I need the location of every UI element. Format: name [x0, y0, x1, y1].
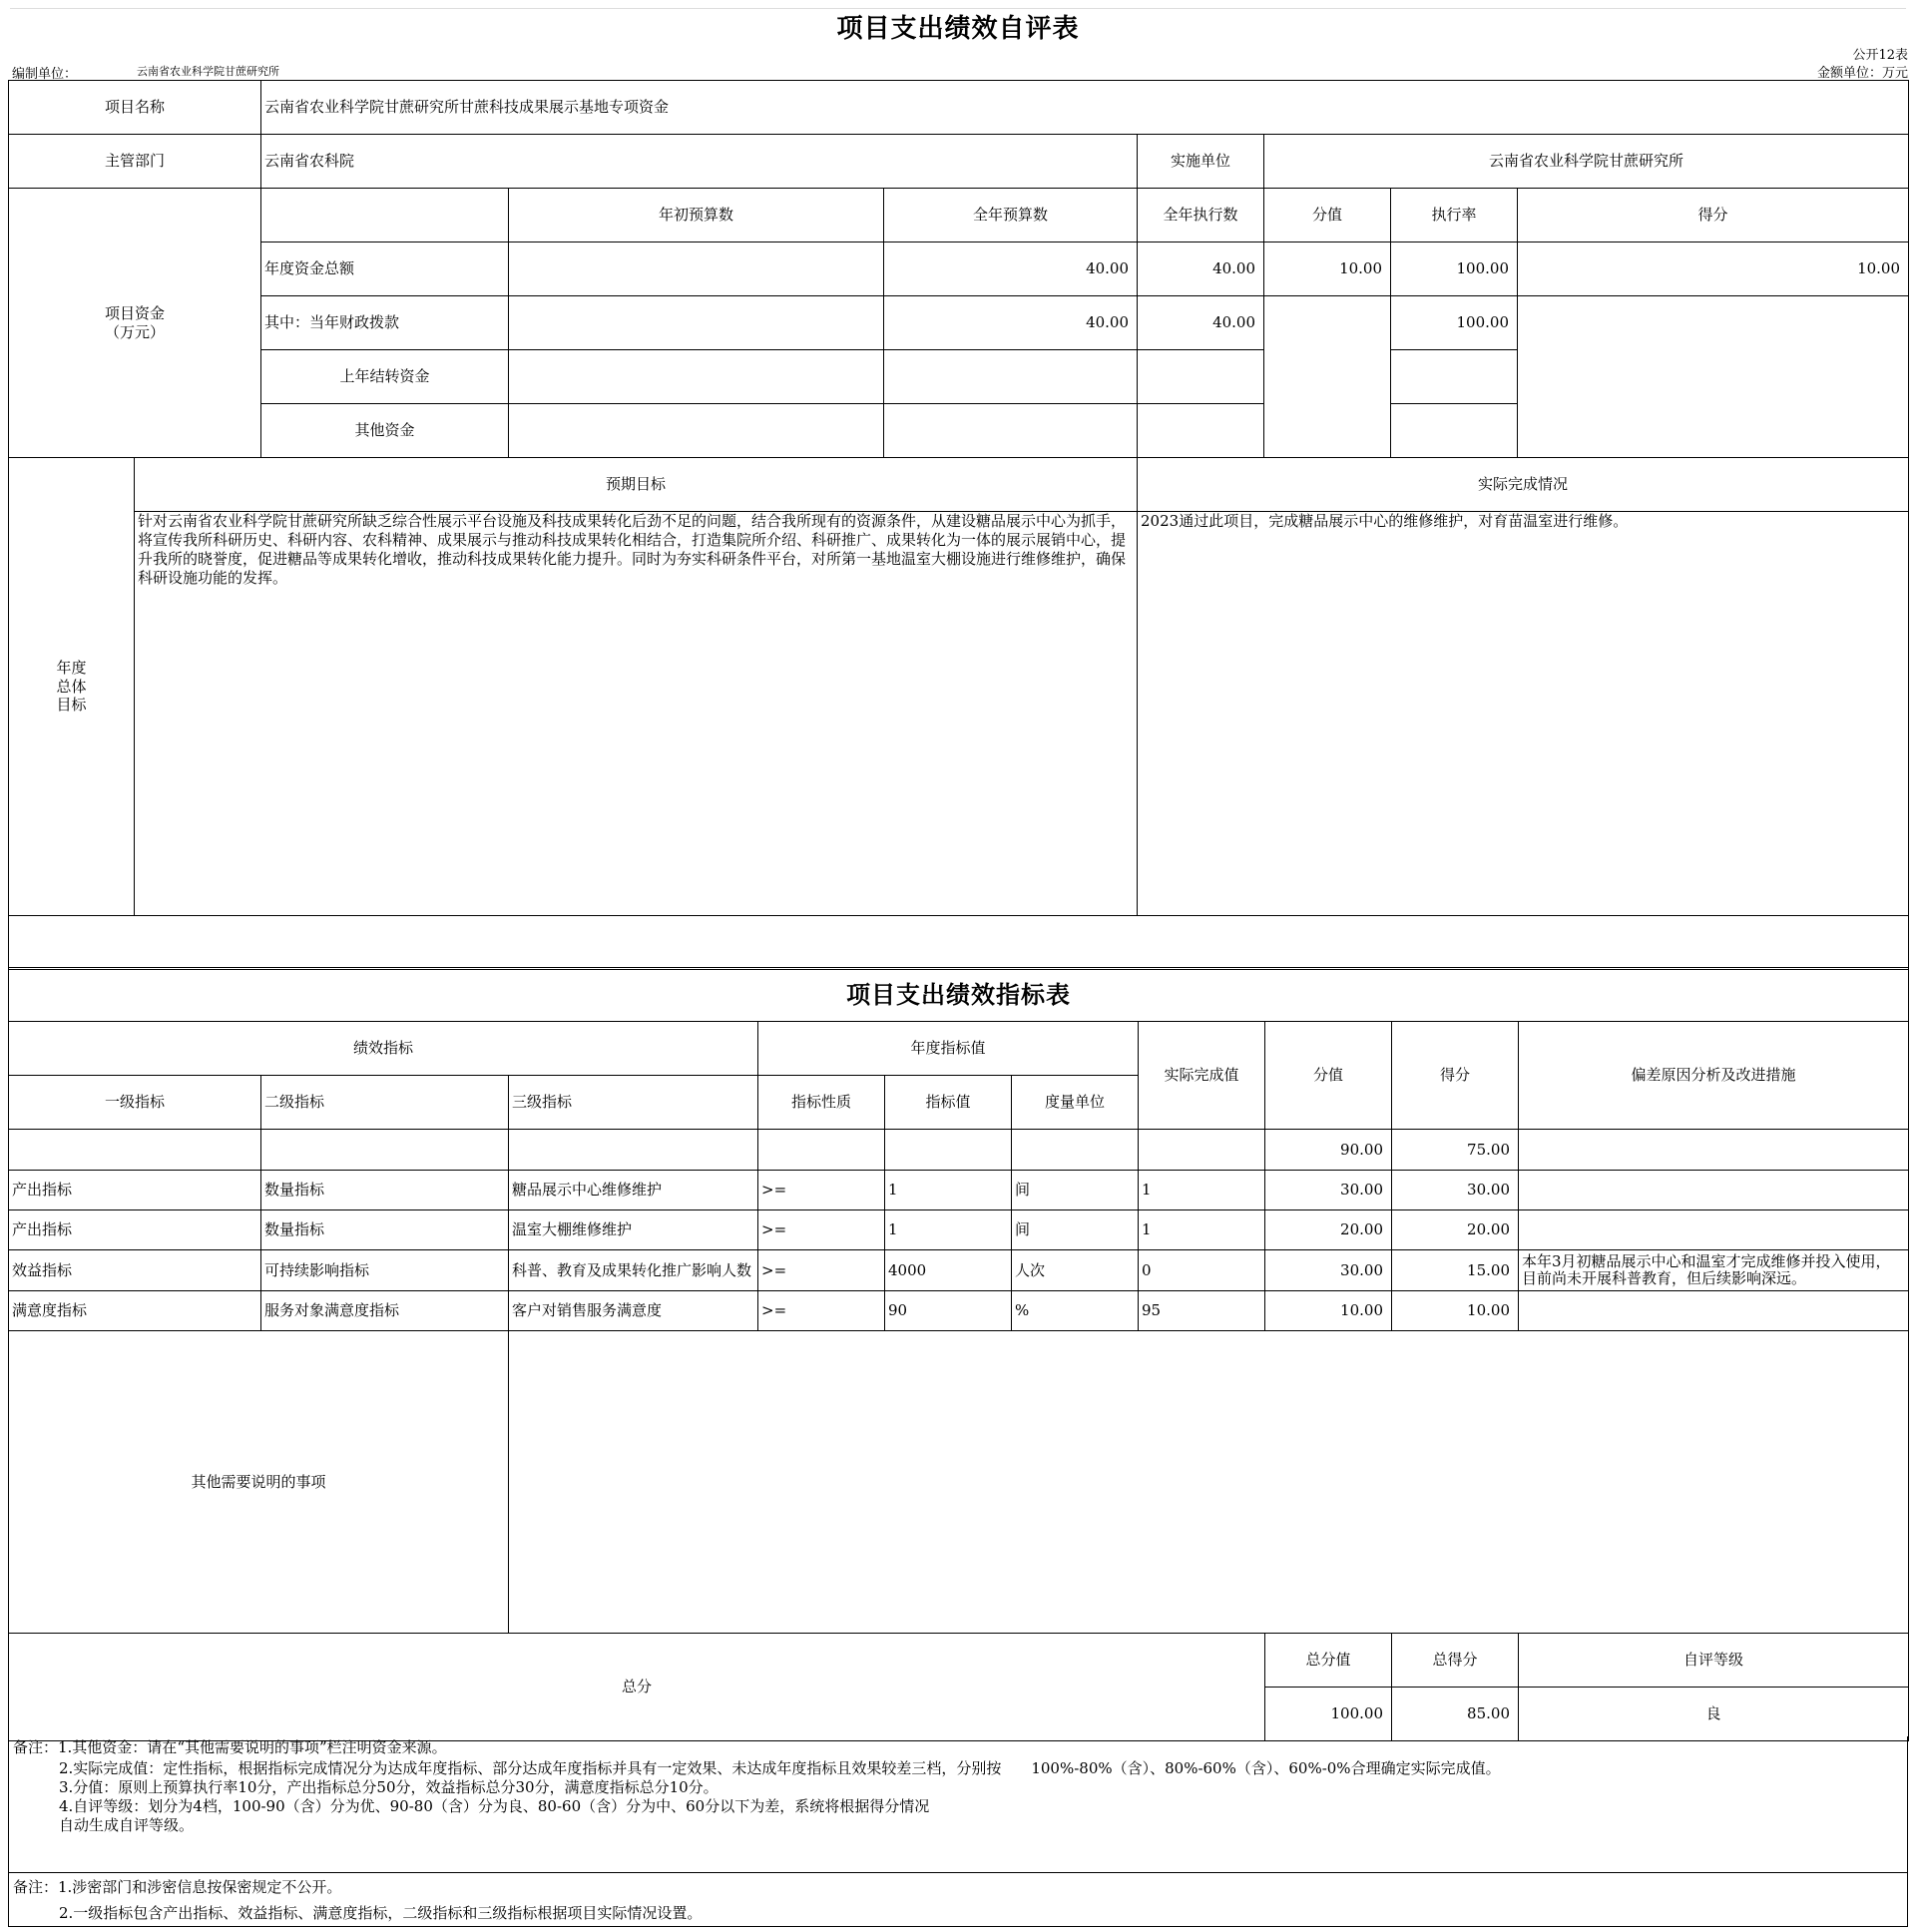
actual-goal-text: 2023通过此项目，完成糖品展示中心的维修维护，对育苗温室进行维修。 — [1138, 512, 1909, 916]
amount-unit: 金额单位：万元 — [1816, 66, 1908, 81]
ind-unit: 间 — [1012, 1210, 1139, 1250]
indicators-table — [8, 967, 1909, 1741]
table-row — [9, 1210, 1909, 1250]
header-performance: 绩效指标 — [9, 1022, 758, 1076]
funds-label-line2: （万元） — [105, 322, 166, 341]
summary-grade-label: 自评等级 — [1519, 1634, 1909, 1688]
ind-deviation — [1519, 1291, 1909, 1331]
totals-blank — [1012, 1130, 1139, 1171]
notes-box-2 — [8, 1872, 1908, 1927]
impl-label: 实施单位 — [1138, 135, 1264, 189]
ind-l1: 满意度指标 — [9, 1291, 261, 1331]
other-matters-label: 其他需要说明的事项 — [9, 1331, 509, 1634]
totals-blank — [9, 1130, 261, 1171]
header-score: 得分 — [1518, 189, 1909, 242]
summary-label: 总分 — [9, 1634, 1265, 1741]
totals-blank — [261, 1130, 509, 1171]
summary-total-value-label: 总分值 — [1265, 1634, 1392, 1688]
ind-deviation — [1519, 1210, 1909, 1250]
header-level1: 一级指标 — [9, 1076, 261, 1130]
ind-l3: 温室大棚维修维护 — [509, 1210, 758, 1250]
unit-value: 云南省农业科学院甘蔗研究所 — [137, 65, 279, 78]
totals-blank — [509, 1130, 758, 1171]
funds-score-blank — [1518, 296, 1909, 458]
table-code: 公开12表 — [1852, 48, 1908, 63]
funds-row-executed — [1138, 404, 1264, 458]
note-line: 2.实际完成值：定性指标，根据指标完成情况分为达成年度指标、部分达成年度指标并具有一定效果、未达成年度指标且效果较差三档，分别按 100%-80%（含）、80%-60%（含）、60%-0%合理确定实际完成值。 — [59, 1759, 1501, 1777]
funds-row-label: 年度资金总额 — [261, 242, 509, 296]
funds-row-score-value: 10.00 — [1264, 242, 1391, 296]
ind-l1: 产出指标 — [9, 1210, 261, 1250]
spacer-row — [9, 916, 1909, 970]
expected-goal-header: 预期目标 — [135, 458, 1138, 512]
totals-blank — [1519, 1130, 1909, 1171]
summary-total-score: 85.00 — [1392, 1688, 1519, 1741]
ind-value: 4000 — [885, 1250, 1012, 1291]
ind-l2: 数量指标 — [261, 1210, 509, 1250]
ind-nature: >= — [758, 1210, 885, 1250]
ind-deviation — [1519, 1171, 1909, 1210]
header-actual: 实际完成值 — [1139, 1022, 1265, 1130]
goal-label-line3: 目标 — [56, 696, 87, 715]
funds-row-executed — [1138, 350, 1264, 404]
header-ind-score: 得分 — [1392, 1022, 1519, 1130]
ind-score-value: 30.00 — [1265, 1171, 1392, 1210]
note-line: 3.分值：原则上预算执行率10分，产出指标总分50分，效益指标总分30分，满意度指标总分10分。 — [59, 1778, 718, 1796]
summary-grade: 良 — [1519, 1688, 1909, 1741]
ind-unit: 人次 — [1012, 1250, 1139, 1291]
header-score-value: 分值 — [1264, 189, 1391, 242]
annual-goal-label — [9, 458, 135, 916]
dept-label: 主管部门 — [9, 135, 261, 189]
ind-score: 15.00 — [1392, 1250, 1519, 1291]
goal-label-line2: 总体 — [56, 677, 87, 696]
funds-row-initial — [509, 350, 884, 404]
ind-value: 1 — [885, 1210, 1012, 1250]
header-value: 指标值 — [885, 1076, 1012, 1130]
funds-row-executed: 40.00 — [1138, 242, 1264, 296]
header-unit: 度量单位 — [1012, 1076, 1139, 1130]
header-annual-value: 年度指标值 — [758, 1022, 1139, 1076]
funds-row-annual: 40.00 — [884, 296, 1138, 350]
ind-unit: 间 — [1012, 1171, 1139, 1210]
funds-row-exec-rate — [1391, 404, 1518, 458]
ind-actual: 95 — [1139, 1291, 1265, 1331]
funds-row-initial — [509, 242, 884, 296]
totals-blank — [1139, 1130, 1265, 1171]
notes-box-1 — [8, 1736, 1908, 1873]
funds-row-initial — [509, 404, 884, 458]
summary-total-value: 100.00 — [1265, 1688, 1392, 1741]
header-initial-budget: 年初预算数 — [509, 189, 884, 242]
header-level3: 三级指标 — [509, 1076, 758, 1130]
ind-score: 20.00 — [1392, 1210, 1519, 1250]
note-line: 4.自评等级：划分为4档，100-90（含）分为优、90-80（含）分为良、80-60（含）分为中、60分以下为差，系统将根据得分情况 — [59, 1797, 930, 1815]
funds-row-label: 其他资金 — [261, 404, 509, 458]
main-table — [8, 80, 1909, 970]
ind-l3: 科普、教育及成果转化推广影响人数 — [509, 1250, 758, 1291]
note-line: 2.一级指标包含产出指标、效益指标、满意度指标，二级指标和三级指标根据项目实际情况设置。 — [59, 1904, 703, 1922]
summary-total-score-label: 总得分 — [1392, 1634, 1519, 1688]
ind-score-value: 30.00 — [1265, 1250, 1392, 1291]
funds-row-label: 上年结转资金 — [261, 350, 509, 404]
project-name-label: 项目名称 — [9, 81, 261, 135]
actual-goal-header: 实际完成情况 — [1138, 458, 1909, 512]
header-ind-score-value: 分值 — [1265, 1022, 1392, 1130]
totals-blank — [758, 1130, 885, 1171]
funds-row-initial — [509, 296, 884, 350]
header-executed: 全年执行数 — [1138, 189, 1264, 242]
table-row — [9, 1171, 1909, 1210]
expected-goal-text: 针对云南省农业科学院甘蔗研究所缺乏综合性展示平台设施及科技成果转化后劲不足的问题，结合我所现有的资源条件，从建设糖品展示中心为抓手，将宣传我所科研历史、科研内容、农科精神、成果展示与推动科技成果转化相结合，打造集院所介绍、科研推广、成果转化为一体的展示展销中心，提升我所的晓誉度，促进糖品等成果转化增收，推动科技成果转化能力提升。同时为夯实科研条件平台，对所第一基地温室大棚设施进行维修维护，确保科研设施功能的发挥。 — [135, 512, 1138, 916]
unit-label: 编制单位： — [12, 67, 78, 82]
ind-l2: 服务对象满意度指标 — [261, 1291, 509, 1331]
ind-value: 1 — [885, 1171, 1012, 1210]
ind-score: 30.00 — [1392, 1171, 1519, 1210]
funds-label — [9, 189, 261, 458]
funds-row-exec-rate: 100.00 — [1391, 242, 1518, 296]
header-level2: 二级指标 — [261, 1076, 509, 1130]
header-nature: 指标性质 — [758, 1076, 885, 1130]
top-rule — [10, 8, 1906, 9]
funds-row-annual — [884, 404, 1138, 458]
funds-row-label: 其中：当年财政拨款 — [261, 296, 509, 350]
ind-l3: 客户对销售服务满意度 — [509, 1291, 758, 1331]
ind-nature: >= — [758, 1291, 885, 1331]
page-title: 项目支出绩效自评表 — [836, 14, 1080, 44]
funds-row-annual: 40.00 — [884, 242, 1138, 296]
ind-l2: 可持续影响指标 — [261, 1250, 509, 1291]
ind-deviation: 本年3月初糖品展示中心和温室才完成维修并投入使用，目前尚未开展科普教育，但后续影响深远。 — [1519, 1250, 1909, 1291]
header-annual-budget: 全年预算数 — [884, 189, 1138, 242]
table-row — [9, 1291, 1909, 1331]
funds-row-score: 10.00 — [1518, 242, 1909, 296]
note-line: 自动生成自评等级。 — [59, 1816, 195, 1834]
funds-header-blank — [261, 189, 509, 242]
header-deviation: 偏差原因分析及改进措施 — [1519, 1022, 1909, 1130]
ind-nature: >= — [758, 1250, 885, 1291]
ind-score-value: 20.00 — [1265, 1210, 1392, 1250]
funds-score-value-blank — [1264, 296, 1391, 458]
impl-value: 云南省农业科学院甘蔗研究所 — [1264, 135, 1909, 189]
goal-label-line1: 年度 — [56, 658, 87, 677]
ind-actual: 1 — [1139, 1210, 1265, 1250]
header-exec-rate: 执行率 — [1391, 189, 1518, 242]
ind-l3: 糖品展示中心维修维护 — [509, 1171, 758, 1210]
note-line: 备注：1.其他资金：请在“其他需要说明的事项”栏注明资金来源。 — [13, 1738, 447, 1756]
ind-nature: >= — [758, 1171, 885, 1210]
ind-score: 10.00 — [1392, 1291, 1519, 1331]
funds-label-line1: 项目资金 — [105, 303, 166, 322]
ind-value: 90 — [885, 1291, 1012, 1331]
ind-actual: 1 — [1139, 1171, 1265, 1210]
funds-row-exec-rate — [1391, 350, 1518, 404]
project-name-value: 云南省农业科学院甘蔗研究所甘蔗科技成果展示基地专项资金 — [261, 81, 1909, 135]
totals-score-value: 90.00 — [1265, 1130, 1392, 1171]
funds-row-exec-rate: 100.00 — [1391, 296, 1518, 350]
dept-value: 云南省农科院 — [261, 135, 1138, 189]
totals-blank — [885, 1130, 1012, 1171]
funds-row-executed: 40.00 — [1138, 296, 1264, 350]
indicators-title: 项目支出绩效指标表 — [9, 968, 1909, 1022]
ind-unit: % — [1012, 1291, 1139, 1331]
ind-score-value: 10.00 — [1265, 1291, 1392, 1331]
ind-l1: 效益指标 — [9, 1250, 261, 1291]
other-matters-value — [509, 1331, 1909, 1634]
ind-actual: 0 — [1139, 1250, 1265, 1291]
ind-l1: 产出指标 — [9, 1171, 261, 1210]
totals-score: 75.00 — [1392, 1130, 1519, 1171]
note-line: 备注：1.涉密部门和涉密信息按保密规定不公开。 — [13, 1878, 342, 1896]
table-row — [9, 1250, 1909, 1291]
ind-l2: 数量指标 — [261, 1171, 509, 1210]
funds-row-annual — [884, 350, 1138, 404]
